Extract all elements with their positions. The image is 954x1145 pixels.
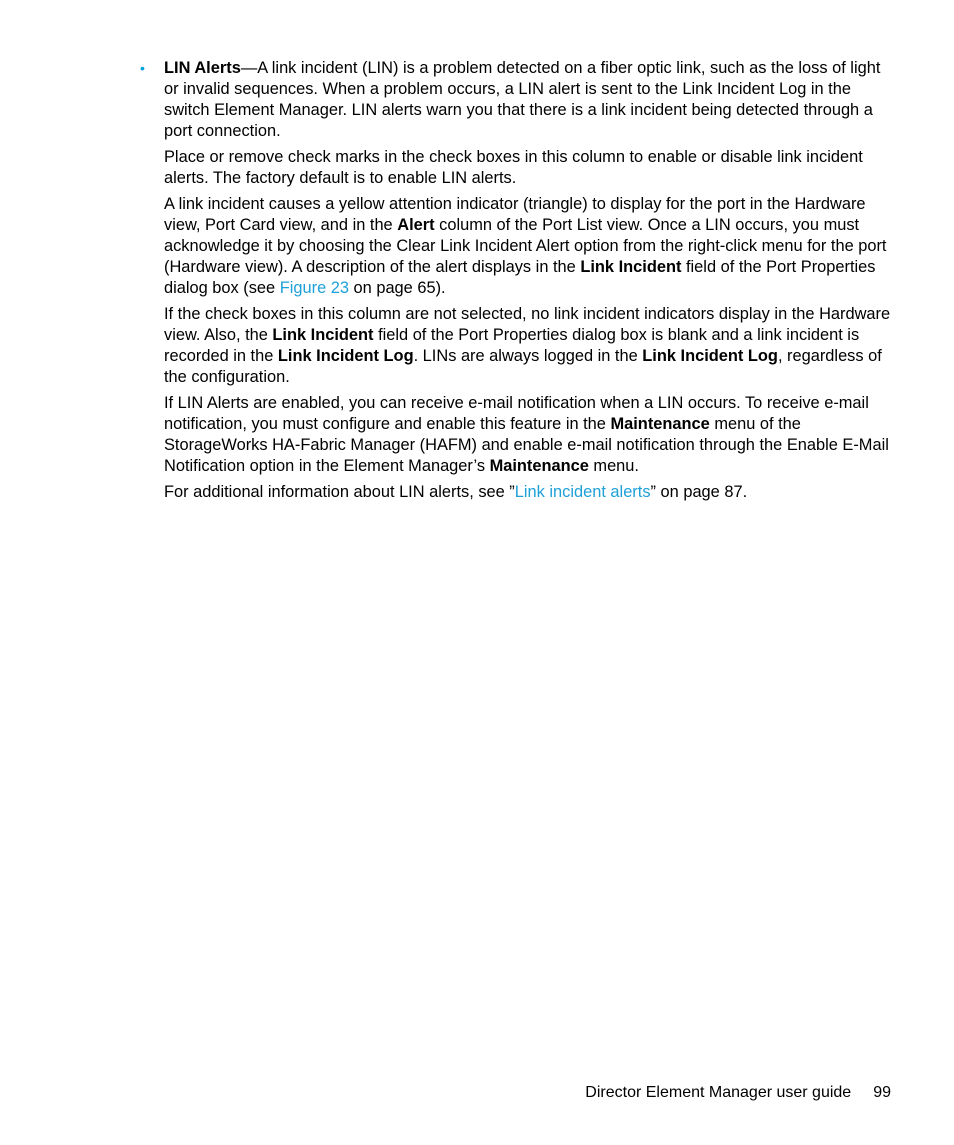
lin-alerts-term: LIN Alerts <box>164 59 241 77</box>
link-incident-alerts-link[interactable]: Link incident alerts <box>514 483 651 501</box>
footer-guide-title: Director Element Manager user guide <box>585 1084 852 1101</box>
lin-alerts-bullet-item <box>140 58 894 142</box>
paragraph-additional-info <box>164 482 894 503</box>
lin-alerts-description: A link incident (LIN) is a problem detected on a fiber optic link, such as the loss of light or invalid sequences. When a problem occurs, a LIN alert is sent to the Link Incident Log in the switch Element Manager. LIN alerts warn you that there is a link incident being detected through a port connection. <box>164 59 881 140</box>
paragraph-checkboxes: Place or remove check marks in the check boxes in this column to enable or disable link incident alerts. The factory default is to enable LIN alerts. <box>164 148 863 187</box>
text-run: , regardless of the configuration. <box>164 347 882 386</box>
text-run: menu of the StorageWorks HA-Fabric Manager (HAFM) and enable e-mail notification through the Enable E-Mail Notification option in the Element Manager’s <box>164 415 889 475</box>
link-incident-log-term: Link Incident Log <box>277 347 414 365</box>
text-run: For additional information about LIN alerts, see ” <box>164 483 515 501</box>
maintenance-term: Maintenance <box>489 457 589 475</box>
text-run: menu. <box>588 457 639 475</box>
text-run: field of the Port Properties dialog box (see <box>164 258 876 297</box>
text-run: If LIN Alerts are enabled, you can receive e-mail notification when a LIN occurs. To receive e-mail notification, you must configure and enable this feature in the <box>164 394 869 433</box>
page-number: 99 <box>873 1084 891 1101</box>
text-run: on page 65). <box>348 279 446 297</box>
paragraph-unselected-checkboxes <box>164 304 894 388</box>
em-dash: — <box>240 59 258 77</box>
maintenance-term: Maintenance <box>610 415 710 433</box>
document-body <box>140 58 894 508</box>
link-incident-term: Link Incident <box>272 326 374 344</box>
figure-23-link[interactable]: Figure 23 <box>279 279 349 297</box>
text-run: If the check boxes in this column are not selected, no link incident indicators display in the Hardware view. Also, the <box>164 305 891 344</box>
text-run: field of the Port Properties dialog box is blank and a link incident is recorded in the <box>164 326 860 365</box>
text-run: A link incident causes a yellow attention indicator (triangle) to display for the port in the Hardware view, Port Card view, and in the <box>164 195 866 234</box>
text-run: . LINs are always logged in the <box>413 347 643 365</box>
alert-term: Alert <box>397 216 435 234</box>
text-run: ” on page 87. <box>650 483 748 501</box>
link-incident-log-term: Link Incident Log <box>642 347 778 365</box>
link-incident-term: Link Incident <box>580 258 682 276</box>
paragraph-attention-indicator <box>164 194 894 299</box>
page-footer <box>0 1082 891 1103</box>
paragraph-email-notification <box>164 393 894 477</box>
text-run: column of the Port List view. Once a LIN occurs, you must acknowledge it by choosing the Clear Link Incident Alert option from the right-click menu for the port (Hardware view). A description of the alert displays in the <box>164 216 887 276</box>
bullet-icon: • <box>140 60 145 76</box>
